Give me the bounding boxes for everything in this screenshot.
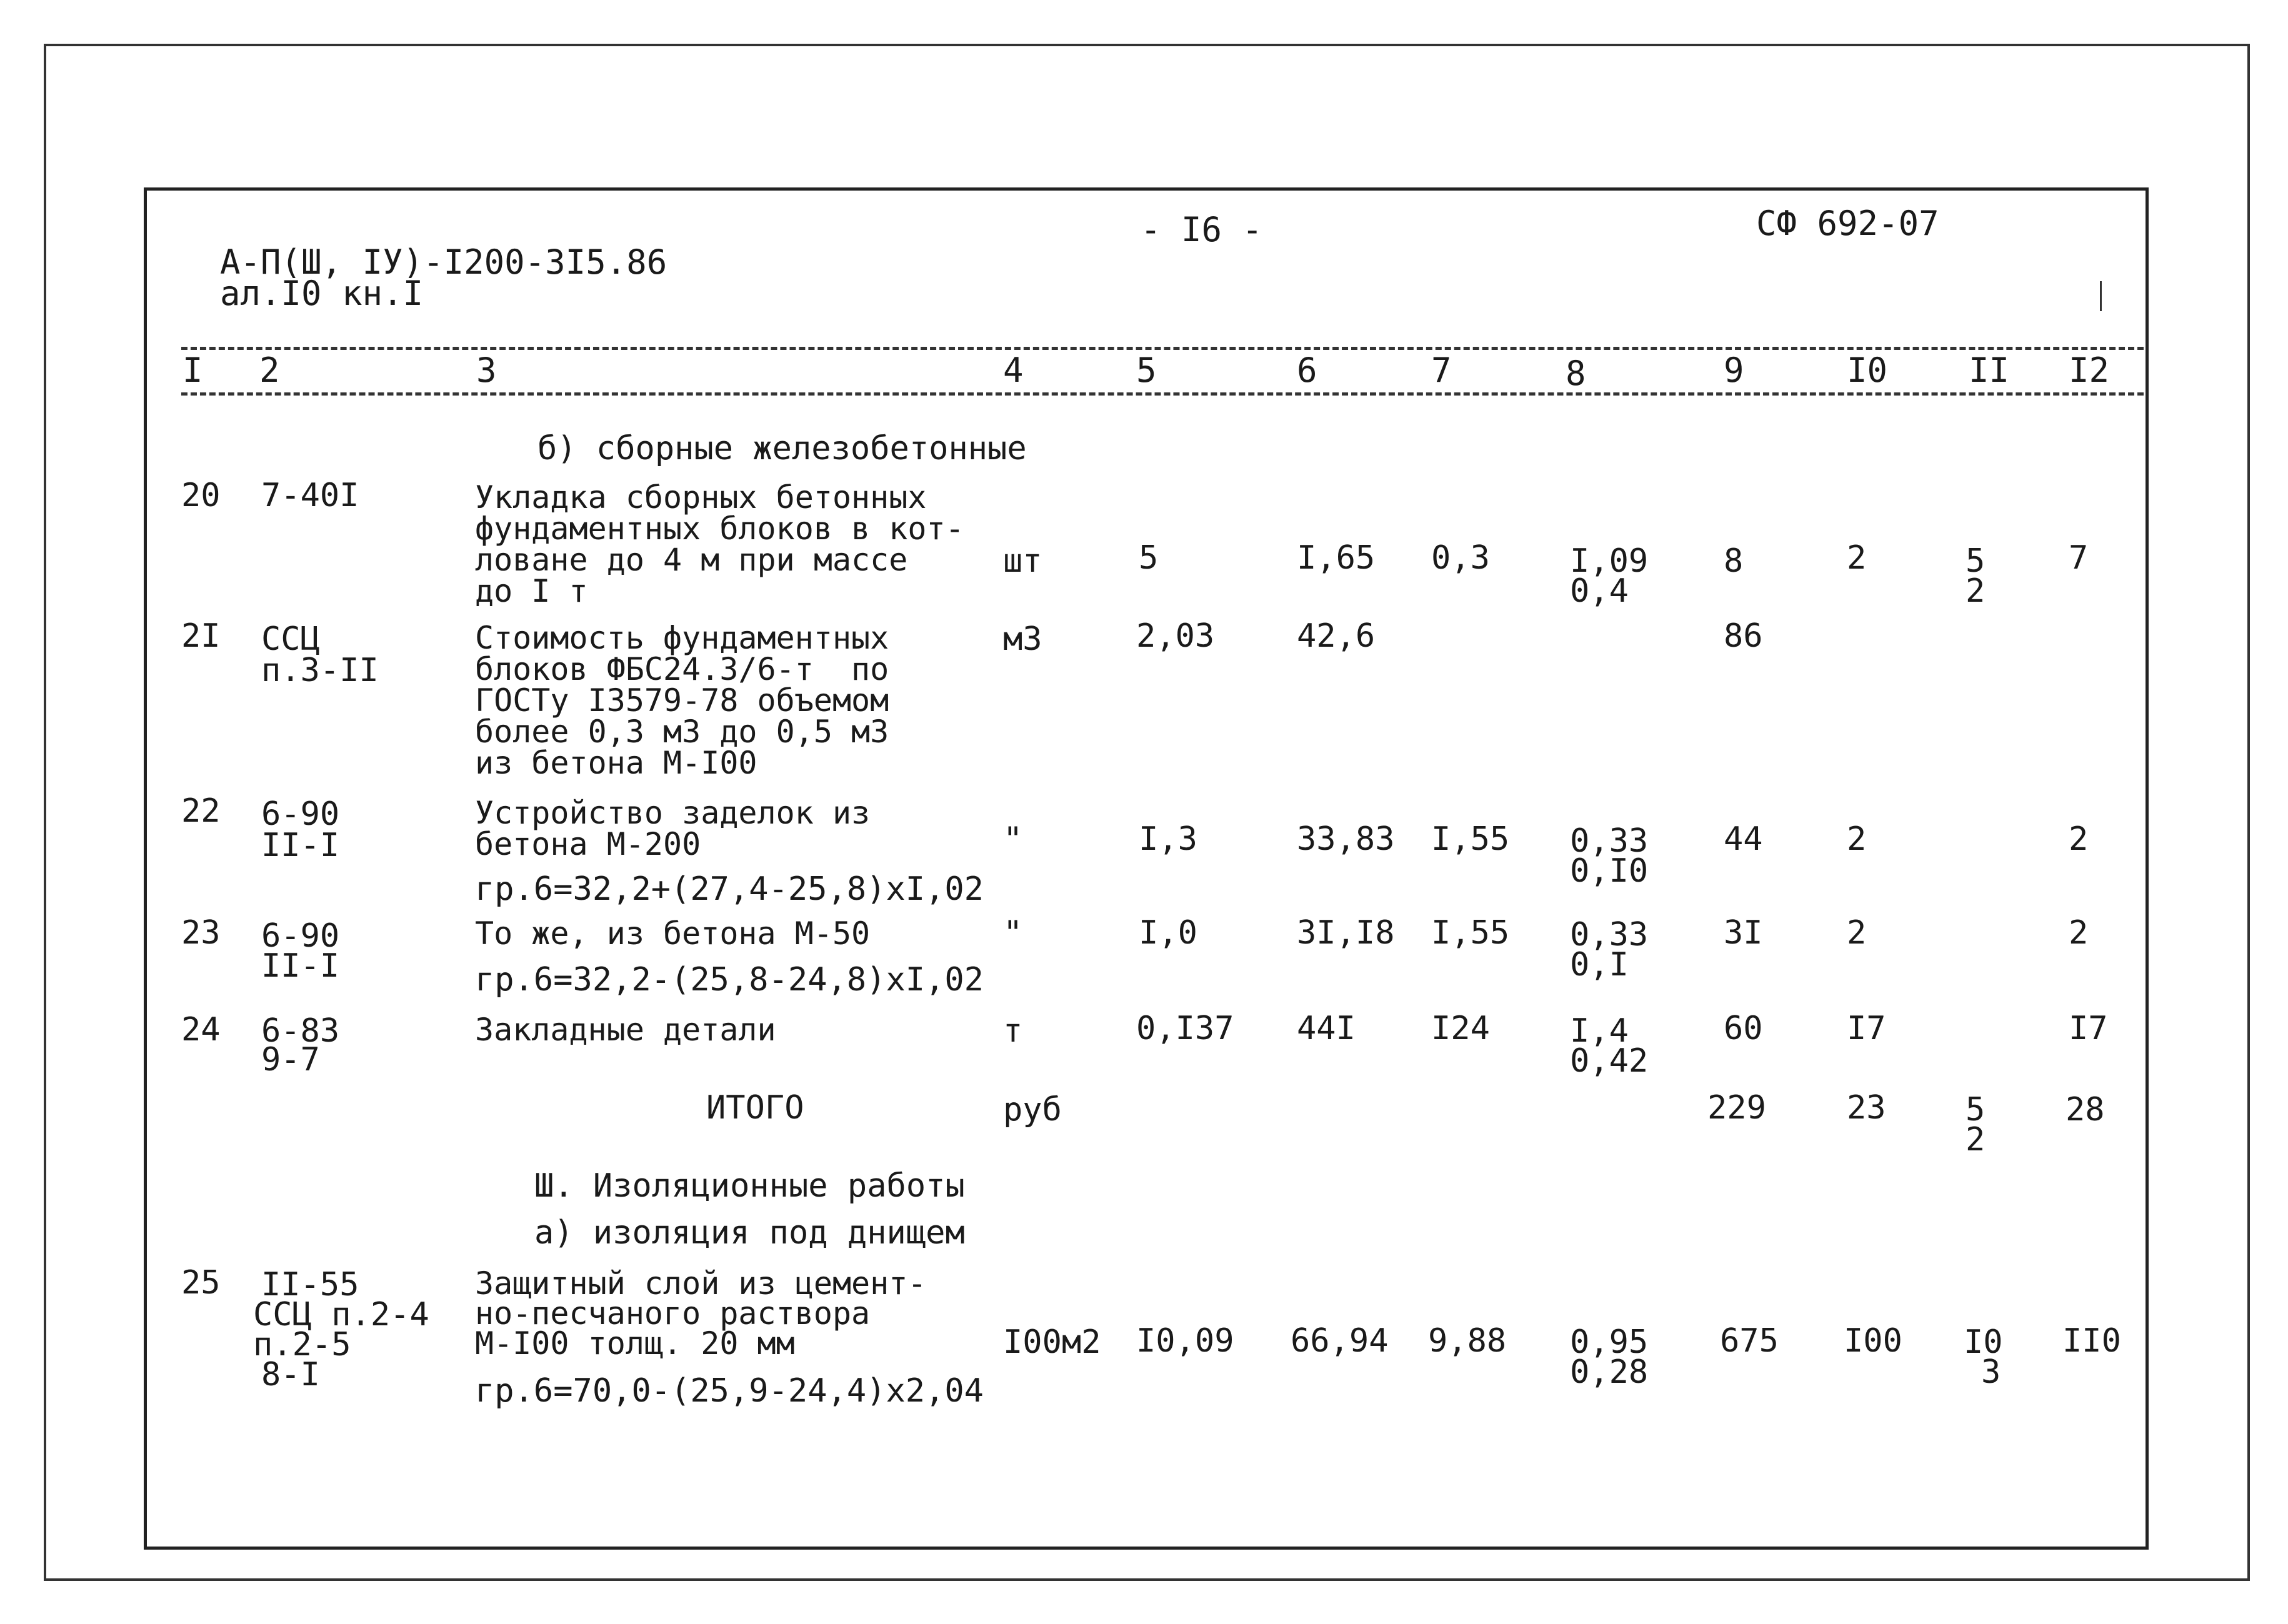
row-23-num: 23 [181, 914, 221, 952]
row-23-col5: I,0 [1139, 914, 1197, 952]
row-24-unit: т [1003, 1012, 1023, 1050]
row-24-col8: 0,42 [1570, 1042, 1649, 1080]
row-21-desc: ГОСТу I3579-78 объемом [475, 682, 889, 719]
row-25-unit: I00м2 [1003, 1323, 1101, 1361]
row-20-col11: 2 [1966, 572, 1986, 610]
col-header-10: I0 [1847, 351, 1888, 390]
album-info: ал.I0 кн.I [220, 274, 424, 313]
row-21-col5: 2,03 [1136, 617, 1215, 655]
row-25-col11: I0 [1964, 1323, 2003, 1361]
row-25-code: ССЦ п.2-4 [253, 1296, 429, 1333]
row-25-formula: гр.6=70,0-(25,9-24,4)х2,04 [475, 1372, 984, 1410]
row-25-code: п.2-5 [253, 1326, 351, 1363]
row-25-desc: М-I00 толщ. 20 мм [475, 1325, 795, 1362]
row-22-desc: Устройство заделок из [475, 795, 871, 831]
row-20-code: 7-40I [261, 477, 359, 514]
row-20-col9: 8 [1724, 542, 1744, 580]
row-22-num: 22 [181, 792, 221, 830]
row-22-col8: 0,I0 [1570, 852, 1649, 890]
row-25-col12: II0 [2062, 1322, 2121, 1360]
section-heading: Ш. Изоляционные работы [534, 1167, 965, 1205]
col-header-3: 3 [476, 351, 497, 390]
row-23-unit: " [1003, 914, 1023, 952]
row-20-col12: 7 [2069, 539, 2089, 577]
col-header-1: I [182, 351, 203, 390]
row-25-col9: 675 [1720, 1322, 1779, 1360]
row-24-col8: I,4 [1570, 1012, 1629, 1050]
col-header-7: 7 [1431, 351, 1452, 390]
col-header-4: 4 [1003, 351, 1024, 390]
row-20-col8: I,09 [1570, 542, 1649, 580]
total-label: ИТОГО [706, 1089, 804, 1127]
total-col11: 2 [1966, 1121, 1986, 1158]
row-23-col10: 2 [1847, 914, 1867, 952]
row-21-desc: блоков ФБС24.3/6-т по [475, 651, 889, 687]
row-22-col8: 0,33 [1570, 822, 1649, 860]
margin-tick [2100, 281, 2102, 311]
col-header-6: 6 [1297, 351, 1317, 390]
header-rule-bottom [181, 392, 2144, 396]
document-designation: А-П(Ш, IУ)-I200-3I5.86 [220, 242, 667, 282]
page-number: - I6 - [1141, 210, 1263, 249]
row-22-formula: гр.6=32,2+(27,4-25,8)хI,02 [475, 870, 984, 908]
row-24-desc: Закладные детали [475, 1012, 776, 1048]
row-20-desc: фундаментных блоков в кот- [475, 511, 964, 547]
section-heading: б) сборные железобетонные [537, 430, 1027, 467]
row-21-col9: 86 [1724, 617, 1763, 655]
row-24-col9: 60 [1724, 1010, 1763, 1047]
row-21-code: п.3-II [261, 652, 379, 689]
row-23-col7: I,55 [1431, 914, 1510, 952]
row-24-col10: I7 [1847, 1010, 1886, 1047]
col-header-9: 9 [1724, 351, 1744, 390]
row-25-col8: 0,28 [1570, 1353, 1649, 1391]
row-25-col8: 0,95 [1570, 1323, 1649, 1361]
row-20-col11: 5 [1966, 542, 1986, 580]
row-23-col9: 3I [1724, 914, 1763, 952]
row-21-desc: более 0,3 м3 до 0,5 м3 [475, 714, 889, 750]
total-unit: руб [1003, 1091, 1062, 1128]
row-22-code: 6-90 [261, 795, 340, 833]
row-24-col12: I7 [2069, 1010, 2108, 1047]
row-25-code: 8-I [261, 1356, 320, 1393]
row-25-col11: 3 [1981, 1353, 2001, 1391]
row-20-desc: до I т [475, 573, 588, 609]
row-25-desc: но-песчаного раствора [475, 1295, 871, 1332]
row-24-code: 9-7 [261, 1041, 320, 1079]
row-25-col5: I0,09 [1136, 1322, 1234, 1360]
total-col9: 229 [1707, 1089, 1766, 1127]
row-20-col5: 5 [1139, 539, 1159, 577]
row-20-desc: ловане до 4 м при массе [475, 542, 908, 578]
total-col12: 28 [2066, 1091, 2105, 1128]
row-22-col5: I,3 [1139, 820, 1197, 858]
row-22-col12: 2 [2069, 820, 2089, 858]
row-22-code: II-I [261, 827, 340, 864]
row-24-col6: 44I [1297, 1010, 1356, 1047]
row-25-col6: 66,94 [1291, 1322, 1389, 1360]
row-25-num: 25 [181, 1264, 221, 1302]
row-23-code: II-I [261, 947, 340, 985]
header-rule-top [181, 347, 2144, 350]
col-header-8: 8 [1566, 354, 1586, 393]
col-header-11: II [1969, 351, 2010, 390]
total-col11: 5 [1966, 1091, 1986, 1128]
row-25-col10: I00 [1844, 1322, 1902, 1360]
row-24-col5: 0,I37 [1136, 1010, 1234, 1047]
row-21-code: ССЦ [261, 620, 320, 658]
total-col10: 23 [1847, 1089, 1886, 1127]
row-23-code: 6-90 [261, 917, 340, 955]
col-header-2: 2 [259, 351, 280, 390]
row-21-desc: из бетона М-I00 [475, 745, 757, 781]
row-21-num: 2I [181, 617, 221, 655]
row-22-col9: 44 [1724, 820, 1763, 858]
row-23-col8: 0,I [1570, 946, 1629, 984]
row-23-col6: 3I,I8 [1297, 914, 1395, 952]
row-20-unit: шт [1003, 542, 1042, 580]
document-code: СФ 692-07 [1756, 204, 1939, 243]
row-24-code: 6-83 [261, 1012, 340, 1050]
row-22-unit: " [1003, 820, 1023, 858]
row-24-col7: I24 [1431, 1010, 1490, 1047]
row-20-num: 20 [181, 477, 221, 514]
row-23-col8: 0,33 [1570, 916, 1649, 954]
row-23-col12: 2 [2069, 914, 2089, 952]
row-24-num: 24 [181, 1011, 221, 1049]
row-20-desc: Укладка сборных бетонных [475, 479, 927, 516]
subsection-heading: а) изоляция под днищем [534, 1214, 965, 1252]
row-20-col8: 0,4 [1570, 572, 1629, 610]
row-20-col10: 2 [1847, 539, 1867, 577]
row-21-desc: Стоимость фундаментных [475, 620, 889, 656]
row-22-desc: бетона М-200 [475, 826, 701, 862]
row-23-desc: То же, из бетона М-50 [475, 915, 871, 952]
row-25-desc: Защитный слой из цемент- [475, 1265, 927, 1302]
row-25-col7: 9,88 [1428, 1322, 1507, 1360]
col-header-12: I2 [2069, 351, 2110, 390]
row-21-col6: 42,6 [1297, 617, 1376, 655]
row-21-unit: м3 [1003, 620, 1042, 658]
col-header-5: 5 [1136, 351, 1157, 390]
row-22-col6: 33,83 [1297, 820, 1395, 858]
row-22-col7: I,55 [1431, 820, 1510, 858]
row-23-formula: гр.6=32,2-(25,8-24,8)хI,02 [475, 961, 984, 999]
row-22-col10: 2 [1847, 820, 1867, 858]
row-20-col7: 0,3 [1431, 539, 1490, 577]
row-20-col6: I,65 [1297, 539, 1376, 577]
row-25-code: II-55 [261, 1266, 359, 1303]
